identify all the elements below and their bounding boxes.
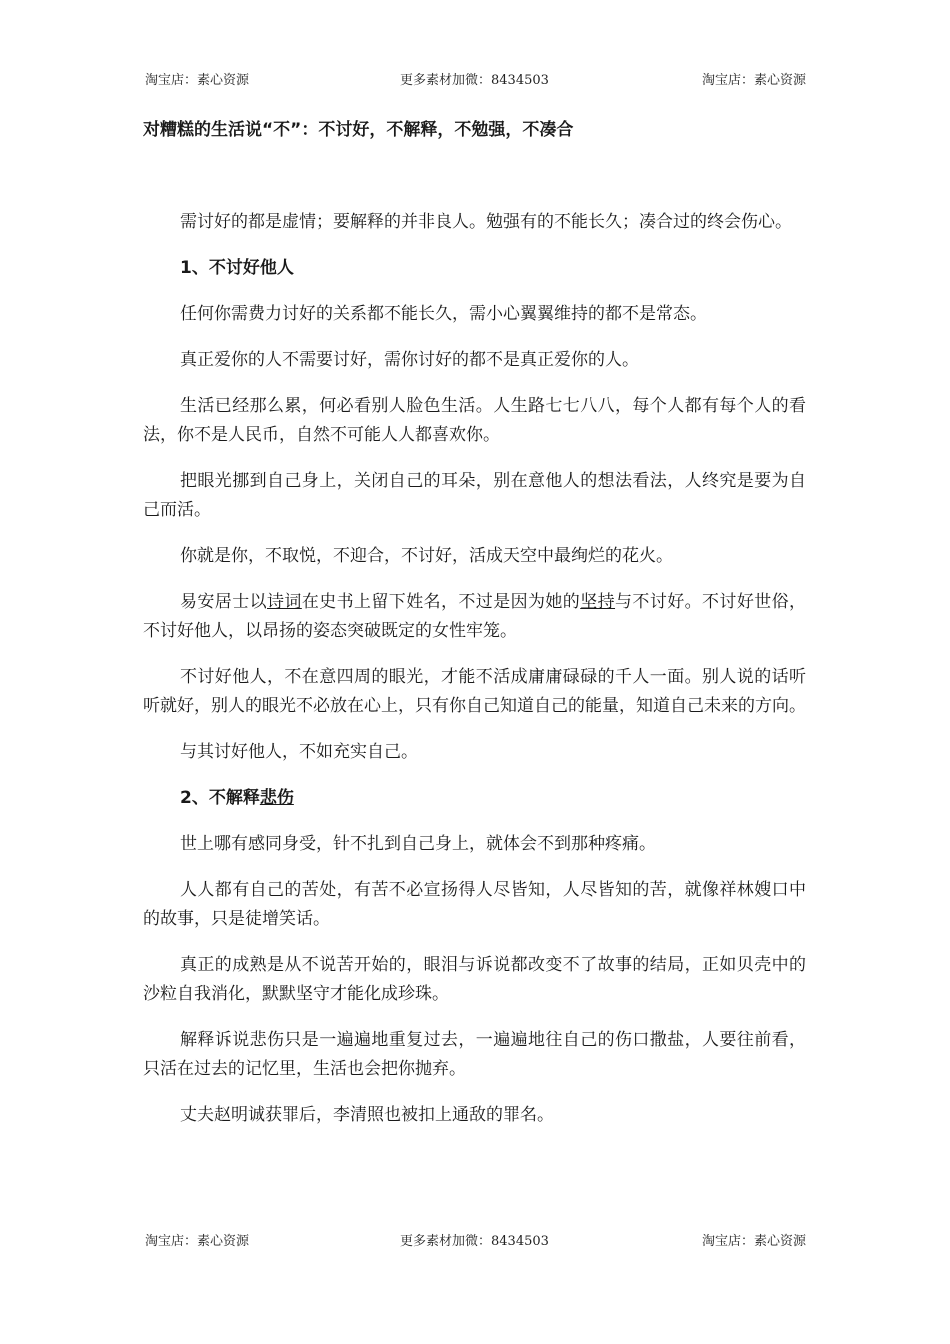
p6-text-b: 在史书上留下姓名，不过是因为她的 — [301, 592, 581, 612]
p6-underlined-poetry: 诗词 — [267, 592, 302, 612]
section2-heading-underlined: 悲伤 — [259, 788, 294, 808]
section2-paragraph-5: 丈夫赵明诚获罪后，李清照也被扣上通敌的罪名。 — [180, 1105, 554, 1125]
section1-paragraph-7: 不讨好他人，不在意四周的眼光，才能不活成庸庸碌碌的千人一面。别人说的话听听就好，别人的眼光不必放在心上，只有你自己知道自己的能量，知道自己未来的方向。 — [143, 667, 806, 716]
section1-paragraph-5: 你就是你，不取悦，不迎合，不讨好，活成天空中最绚烂的花火。 — [180, 546, 673, 566]
p6-text-a: 易安居士以 — [180, 592, 267, 612]
article-body — [143, 116, 806, 1130]
section2-paragraph-4: 解释诉说悲伤只是一遍遍地重复过去，一遍遍地往自己的伤口撒盐，人要往前看，只活在过去的记忆里，生活也会把你抛弃。 — [143, 1030, 806, 1079]
page-footer — [145, 1230, 806, 1250]
section1-heading: 1、不讨好他人 — [180, 258, 294, 278]
section1-paragraph-6 — [143, 588, 806, 646]
section2-heading — [143, 784, 806, 813]
article-title: 对糟糕的生活说“不”：不讨好，不解释，不勉强，不凑合 — [143, 120, 574, 140]
section1-paragraph-4: 把眼光挪到自己身上，关闭自己的耳朵，别在意他人的想法看法，人终究是要为自己而活。 — [143, 471, 806, 520]
section2-heading-text: 2、不解释 — [180, 788, 260, 808]
page-header — [145, 69, 806, 89]
section1-paragraph-1: 任何你需费力讨好的关系都不能长久，需小心翼翼维持的都不是常态。 — [180, 304, 707, 324]
p6-text-c: 与不讨好。不讨好世俗，不讨好他人，以昂扬的姿态突破既定的女性牢笼。 — [143, 592, 807, 641]
intro-paragraph: 需讨好的都是虚情；要解释的并非良人。勉强有的不能长久；凑合过的终会伤心。 — [180, 212, 792, 232]
section1-paragraph-3: 生活已经那么累，何必看别人脸色生活。人生路七七八八，每个人都有每个人的看法，你不是人民币，自然不可能人人都喜欢你。 — [143, 396, 806, 445]
section2-paragraph-2: 人人都有自己的苦处，有苦不必宣扬得人尽皆知，人尽皆知的苦，就像祥林嫂口中的故事，只是徒增笑话。 — [143, 880, 806, 929]
section2-paragraph-3: 真正的成熟是从不说苦开始的，眼泪与诉说都改变不了故事的结局，正如贝壳中的沙粒自我消化，默默坚守才能化成珍珠。 — [143, 955, 806, 1004]
header-right-text: 淘宝店：素心资源 — [701, 73, 806, 88]
section1-paragraph-8: 与其讨好他人，不如充实自己。 — [180, 742, 418, 762]
footer-center-text: 更多素材加微：8434503 — [400, 1234, 549, 1249]
header-left-text: 淘宝店：素心资源 — [145, 73, 250, 88]
section2-paragraph-1: 世上哪有感同身受，针不扎到自己身上，就体会不到那种疼痛。 — [180, 834, 656, 854]
p6-underlined-persistence: 坚持 — [580, 592, 616, 612]
footer-left-text: 淘宝店：素心资源 — [145, 1234, 250, 1249]
footer-right-text: 淘宝店：素心资源 — [701, 1234, 806, 1249]
header-center-text: 更多素材加微：8434503 — [400, 73, 549, 88]
section1-paragraph-2: 真正爱你的人不需要讨好，需你讨好的都不是真正爱你的人。 — [180, 350, 639, 370]
